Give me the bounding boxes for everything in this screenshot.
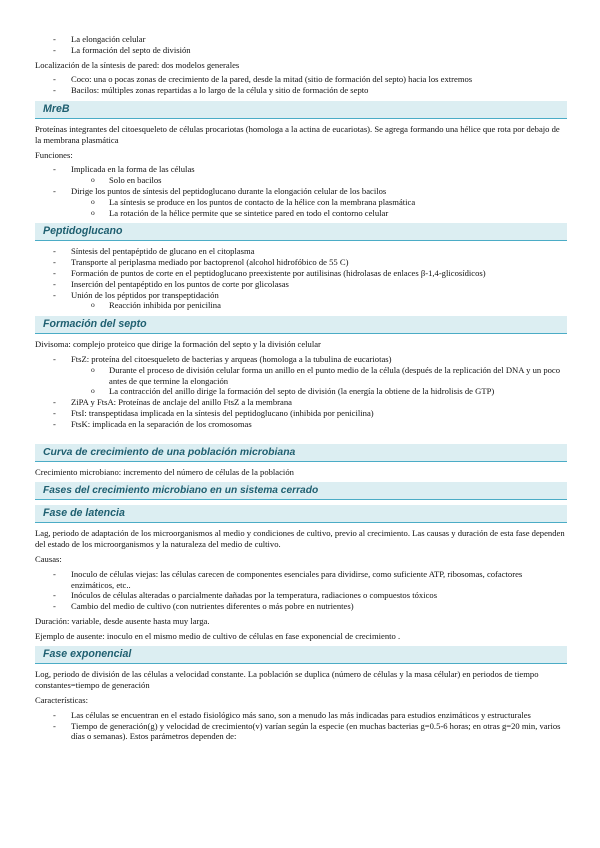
causas-label: Causas: [35, 553, 62, 564]
list-item: - Coco: una o pocas zonas de crecimiento de la pared, desde la mitad (sitio de formación del septo) hacia los extremos [35, 74, 567, 85]
curva-paragraph: Crecimiento microbiano: incremento del número de células de la población [35, 466, 294, 477]
sub-list-item: o La síntesis se produce en los puntos de contacto de la hélice con la membrana plasmática [35, 197, 567, 208]
section-heading-latencia: Fase de latencia [35, 505, 567, 523]
divisoma-paragraph: Divisoma: complejo proteico que dirige la formación del septo y la división celular [35, 339, 321, 350]
mreb-list [35, 164, 567, 218]
list-item: - La elongación celular [35, 34, 567, 45]
section-heading-peptidoglucano: Peptidoglucano [35, 223, 567, 241]
sub-list-item: o Durante el proceso de división celular forma un anillo en el punto medio de la célula (después de la replicación del DNA y un poco antes de que termine la elongación [35, 365, 567, 387]
list-item: - Cambio del medio de cultivo (con nutrientes diferentes o más pobre en nutrientes) [35, 601, 567, 612]
localizacion-list [35, 74, 567, 96]
list-item: - FtsI: transpeptidasa implicada en la síntesis del peptidoglucano (inhibida por penicilina) [35, 408, 567, 419]
list-item: - Transporte al periplasma mediado por bactoprenol (alcohol hidrofóbico de 55 C) [35, 257, 567, 268]
list-item: - Bacilos: múltiples zonas repartidas a lo largo de la célula y sitio de formación de septo [35, 85, 567, 96]
list-item: - Tiempo de generación(g) y velocidad de crecimiento(v) varían según la especie (en muchas bacterias g=0.5-6 horas; en otras g=20 min, varios días o semanas). Estos parámetros dependen de: [35, 721, 567, 743]
sub-list-item: o La rotación de la hélice permite que se sintetice pared en todo el contorno celular [35, 208, 567, 219]
list-item: - ZiPA y FtsA: Proteínas de anclaje del anillo FtsZ a la membrana [35, 397, 567, 408]
list-item: - Síntesis del pentapéptido de glucano en el citoplasma [35, 246, 567, 257]
section-heading-septo: Formación del septo [35, 316, 567, 334]
list-item: - Formación de puntos de corte en el peptidoglucano preexistente por autilisinas (hidrolasas de enlaces β-1,4-glicosídicos) [35, 268, 567, 279]
duracion-text: Duración: variable, desde ausente hasta muy larga. [35, 615, 210, 626]
latencia-paragraph: Lag, periodo de adaptación de los microorganismos al medio y condiciones de cultivo, previo al crecimiento. Las causas y duración de esta fase dependen del estado de los microorganismos y la naturaleza del medio de cultivo. [35, 528, 565, 550]
funciones-label: Funciones: [35, 149, 73, 160]
causas-list [35, 569, 567, 612]
sub-list-item: o Reacción inhibida por penicilina [35, 300, 567, 311]
section-heading-fases: Fases del crecimiento microbiano en un sistema cerrado [35, 482, 567, 500]
list-item: - Inoculo de células viejas: las células carecen de componentes esenciales para dividirse, como suficiente ATP, ribosomas, cofactores enzimáticos, etc.. [35, 569, 567, 591]
list-item: - Inóculos de células alteradas o parcialmente dañadas por la temperatura, radiaciones o compuestos tóxicos [35, 590, 567, 601]
list-item: - FtsZ: proteína del citoesqueleto de bacterias y arqueas (homologa a la tubulina de eucariotas) [35, 354, 567, 365]
section-heading-mreb: MreB [35, 101, 567, 119]
sub-list-item: o Solo en bacilos [35, 175, 567, 186]
septo-list [35, 354, 567, 430]
peptidoglucano-list [35, 246, 567, 311]
list-item: - Inserción del pentapéptido en los puntos de corte por glicolasas [35, 279, 567, 290]
top-bullet-list [35, 34, 567, 56]
list-item: - Dirige los puntos de síntesis del peptidoglucano durante la elongación celular de los bacilos [35, 186, 567, 197]
caracteristicas-label: Características: [35, 695, 88, 706]
section-heading-exponencial: Fase exponencial [35, 646, 567, 664]
list-item: - FtsK: implicada en la separación de los cromosomas [35, 419, 567, 430]
section-heading-curva: Curva de crecimiento de una población microbiana [35, 444, 567, 462]
list-item: - Unión de los péptidos por transpeptidación [35, 290, 567, 301]
list-item: - La formación del septo de división [35, 45, 567, 56]
mreb-paragraph: Proteínas integrantes del citoesqueleto de células procariotas (homologa a la actina de eucariotas). Se agrega formando una hélice que rota por debajo de la membrana plasmática [35, 123, 560, 145]
localizacion-intro: Localización de la síntesis de pared: dos modelos generales [35, 59, 240, 70]
list-item: - Implicada en la forma de las células [35, 164, 567, 175]
sub-list-item: o La contracción del anillo dirige la formación del septo de división (la energía la obtiene de la hidrolisis de GTP) [35, 386, 567, 397]
caracteristicas-list [35, 710, 567, 742]
exponencial-paragraph: Log, periodo de división de las células a velocidad constante. La población se duplica (número de células y la masa célular) en periodos de tiempo constantes=tiempo de generación [35, 669, 539, 691]
ejemplo-text: Ejemplo de ausente: inoculo en el mismo medio de cultivo de células en fase exponencial de crecimiento . [35, 630, 401, 641]
list-item: - Las células se encuentran en el estado fisiológico más sano, son a menudo las más indicadas para estudios enzimáticos y estructurales [35, 710, 567, 721]
